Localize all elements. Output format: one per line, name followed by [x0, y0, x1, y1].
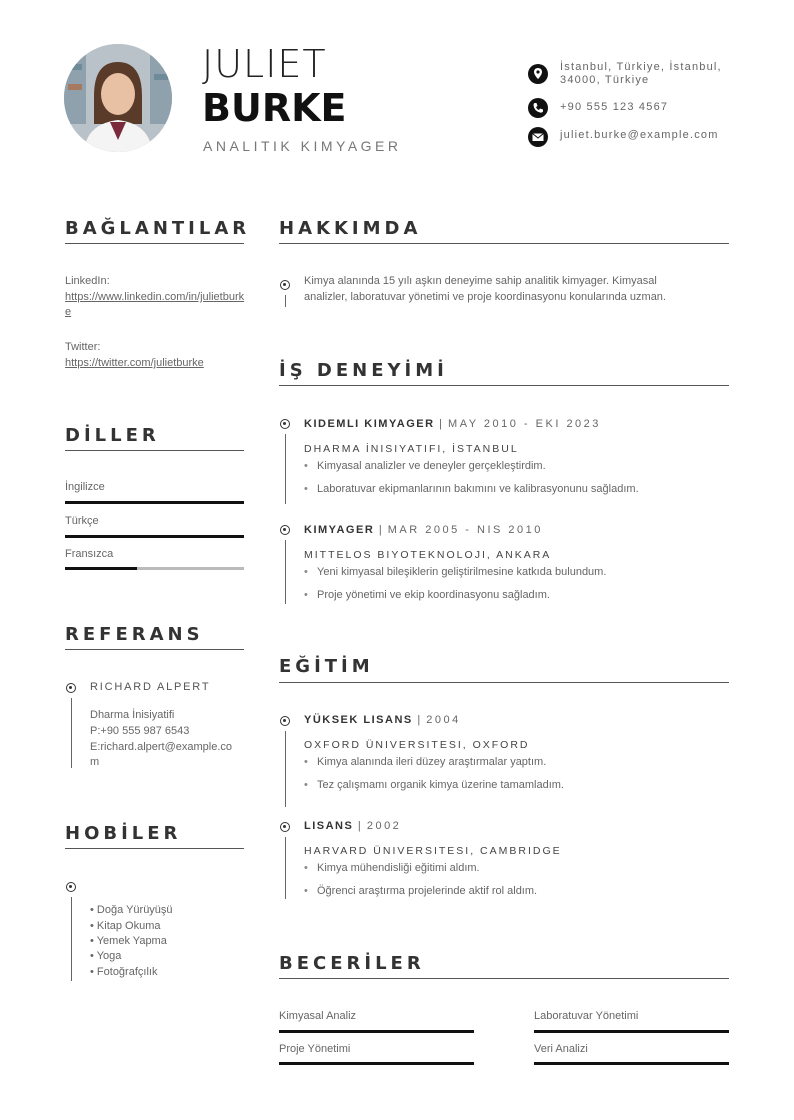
phone-text: +90 555 123 4567 [560, 101, 669, 113]
skill-bar-fill [279, 1030, 474, 1033]
hobby-item: • Yemek Yapma [90, 935, 167, 947]
education-degree: YÜKSEK LISANS | 2004 [304, 714, 461, 726]
hobbies-marker-icon [66, 882, 76, 892]
language-bar-fill [65, 535, 244, 538]
first-name: JULIET [202, 42, 327, 86]
education-degree: LISANS | 2002 [304, 820, 402, 832]
education-bullet: • Tez çalışmamı organik kimya üzerine tamamladım. [317, 779, 564, 791]
education-bullet: • Öğrenci araştırma projelerinde aktif rol aldım. [317, 885, 537, 897]
skill-bar-fill [534, 1030, 729, 1033]
hobby-item: • Yoga [90, 950, 122, 962]
reference-company: Dharma İnisiyatifi [90, 709, 175, 721]
twitter-link[interactable]: https://twitter.com/julietburke [65, 357, 204, 369]
experience-marker-icon [280, 525, 290, 535]
reference-email: E:richard.alpert@example.com [90, 741, 233, 768]
experience-org: DHARMA İNISIYATIFI, İSTANBUL [304, 443, 519, 455]
phone-icon [528, 98, 548, 118]
hobbies-timeline-line [71, 897, 72, 981]
experience-rule [279, 385, 729, 386]
address-text: İstanbul, Türkiye, İstanbul, 34000, Türkiye [560, 61, 722, 86]
last-name: BURKE [202, 86, 347, 130]
profile-photo [64, 44, 172, 152]
skill-name: Kimyasal Analiz [279, 1010, 357, 1022]
experience-marker-icon [280, 419, 290, 429]
experience-bullet: • Kimyasal analizler ve deneyler gerçekleştirdim. [317, 460, 546, 472]
education-bullet: • Kimya mühendisliği eğitimi aldım. [317, 862, 480, 874]
education-marker-icon [280, 716, 290, 726]
experience-heading: İŞ DENEYİMİ [279, 360, 448, 381]
about-timeline-line [285, 295, 286, 307]
hobbies-heading: HOBİLER [65, 823, 182, 844]
language-bar-fill [65, 567, 137, 570]
experience-timeline-line [285, 540, 286, 604]
twitter-label: Twitter: [65, 341, 101, 353]
reference-phone: P:+90 555 987 6543 [90, 725, 190, 737]
hobby-item: • Kitap Okuma [90, 920, 161, 932]
reference-timeline-line [71, 698, 72, 768]
experience-org: MITTELOS BIYOTEKNOLOJI, ANKARA [304, 549, 552, 561]
reference-name: RICHARD ALPERT [90, 681, 211, 693]
experience-role: KIDEMLI KIMYAGER | MAY 2010 - EKI 2023 [304, 418, 601, 430]
education-bullet: • Kimya alanında ileri düzey araştırmalar yaptım. [317, 756, 546, 768]
hobby-item: • Doğa Yürüyüşü [90, 904, 173, 916]
email-text: juliet.burke@example.com [560, 129, 719, 141]
about-marker-icon [280, 280, 290, 290]
language-name: Fransızca [65, 548, 114, 560]
skill-name: Proje Yönetimi [279, 1043, 351, 1055]
hobbies-rule [65, 848, 244, 849]
about-heading: HAKKIMDA [279, 218, 422, 239]
language-bar-fill [65, 501, 244, 504]
skill-name: Veri Analizi [534, 1043, 588, 1055]
about-text-line: analizler, laboratuvar yönetimi ve proje koordinasyonu konularında uzman. [304, 291, 666, 303]
about-text-line: Kimya alanında 15 yılı aşkın deneyime sahip analitik kimyager. Kimyasal [304, 275, 657, 287]
about-rule [279, 243, 729, 244]
language-name: İngilizce [65, 481, 105, 493]
location-pin-icon [528, 64, 548, 84]
experience-bullet: • Proje yönetimi ve ekip koordinasyonu sağladım. [317, 589, 550, 601]
linkedin-label: LinkedIn: [65, 275, 110, 287]
links-heading: BAĞLANTILAR [65, 218, 251, 239]
experience-bullet: • Laboratuvar ekipmanlarının bakımını ve kalibrasyonunu sağladım. [317, 483, 639, 495]
languages-heading: DİLLER [65, 425, 160, 446]
skill-bar-fill [279, 1062, 474, 1065]
references-heading: REFERANS [65, 624, 204, 645]
skill-bar-fill [534, 1062, 729, 1065]
experience-timeline-line [285, 434, 286, 504]
education-school: HARVARD ÜNIVERSITESI, CAMBRIDGE [304, 845, 562, 857]
experience-role: KIMYAGER | MAR 2005 - NIS 2010 [304, 524, 543, 536]
education-heading: EĞİTİM [279, 656, 374, 677]
references-rule [65, 649, 244, 650]
job-title: ANALITIK KIMYAGER [203, 138, 402, 154]
education-timeline-line [285, 731, 286, 807]
linkedin-link[interactable]: https://www.linkedin.com/in/julietburke [65, 291, 245, 318]
education-rule [279, 682, 729, 683]
hobby-item: • Fotoğrafçılık [90, 966, 158, 978]
experience-bullet: • Yeni kimyasal bileşiklerin geliştirilmesine katkıda bulundum. [317, 566, 606, 578]
skill-name: Laboratuvar Yönetimi [534, 1010, 639, 1022]
education-marker-icon [280, 822, 290, 832]
education-school: OXFORD ÜNIVERSITESI, OXFORD [304, 739, 530, 751]
mail-icon [528, 127, 548, 147]
education-timeline-line [285, 837, 286, 899]
skills-heading: BECERİLER [279, 953, 425, 974]
reference-marker-icon [66, 683, 76, 693]
links-rule [65, 243, 244, 244]
language-name: Türkçe [65, 515, 99, 527]
languages-rule [65, 450, 244, 451]
skills-rule [279, 978, 729, 979]
